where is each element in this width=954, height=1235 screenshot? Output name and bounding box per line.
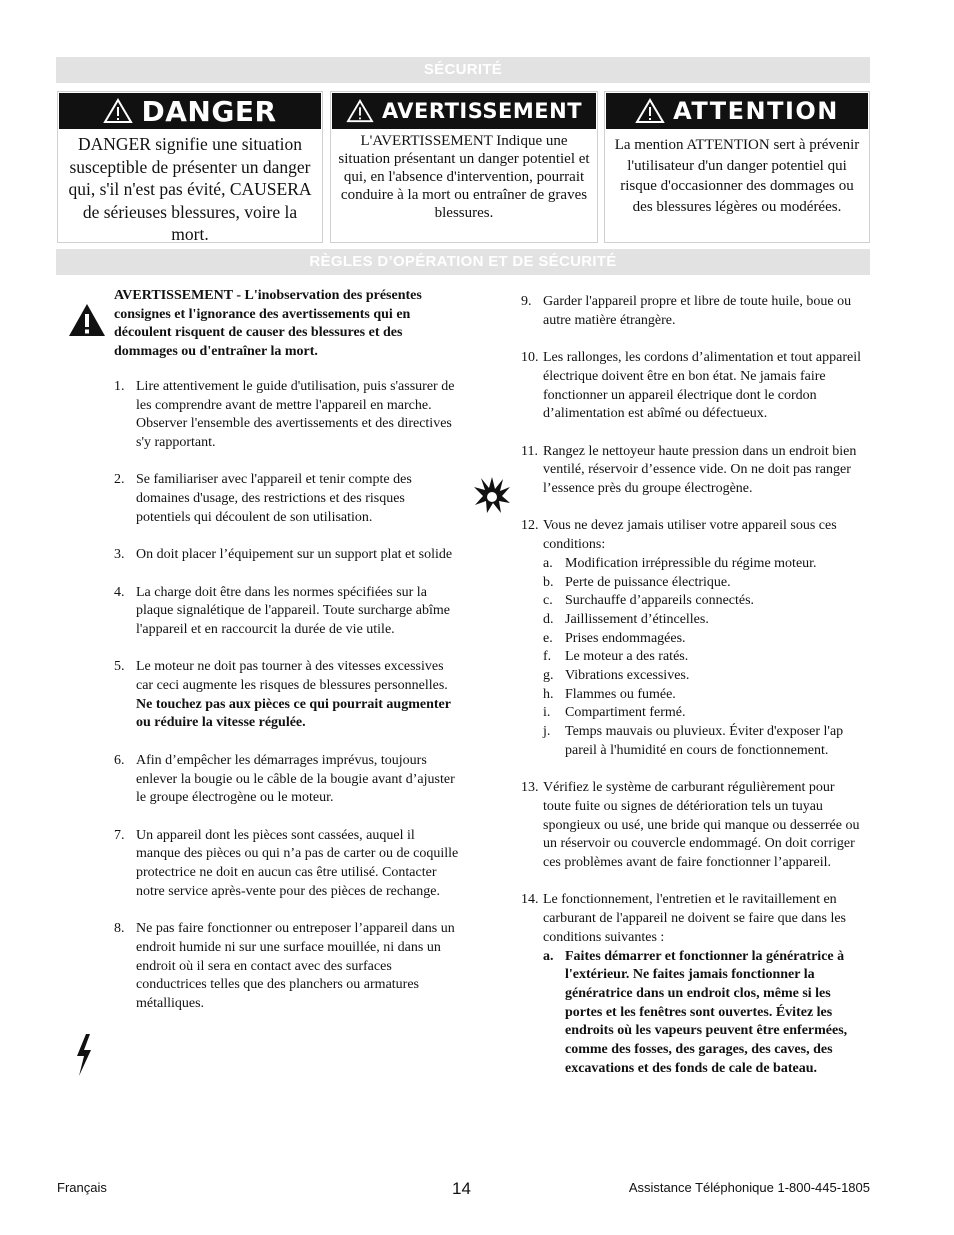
safety-warning: AVERTISSEMENT - L'inobservation des présentes consignes et l'ignorance des avertissements qui en découlent risquent de causer des blessures et des dommages ou d'entraîner la mort. [114,288,422,360]
explosion-icon [473,475,511,515]
sub-item: h. Flammes ou fumée. [543,686,676,702]
sub-item: c. Surchauffe d’appareils connectés. [543,593,755,609]
sub-item: g. Vibrations excessives. [543,668,690,684]
danger-box [57,91,323,243]
caution-header [606,93,868,129]
caution-text: La mention ATTENTION sert à prévenir l'utilisateur d'un danger potentiel qui risque d'occasionner des dommages ou des blessures légères ou modérées. [614,137,860,215]
sub-item: a. Modification irrépressible du régime moteur. [543,555,817,571]
list-item: 6. Afin d’empêcher les démarrages imprévus, toujours enlever la bougie ou le câble de la bougie avant d’ajuster le groupe électrogène ou le moteur. [114,752,455,806]
list-item: 9. Garder l'appareil propre et libre de toute huile, boue ou autre matière étrangère. [521,294,852,328]
list-item: 1. Lire attentivement le guide d'utilisation, puis s'assurer de les comprendre avant de mettre l'appareil en marche. Observer l'ensemble des avertissements et des directives s'y rapportant. [114,378,455,450]
list-item: 2. Se familiariser avec l'appareil et tenir compte des domaines d'usage, des restrictions et des risques potentiels qui découlent de son utilisation. [114,472,412,525]
rules-left-column [114,287,459,1032]
warning-triangle-icon [346,99,374,123]
warning-heading: AVERTISSEMENT [381,99,583,123]
warning-text: L'AVERTISSEMENT Indique une situation présentant un danger potentiel et qui, en l'absence d'intervention, pourrait conduire à la mort ou entraîner de graves blessures. [338,133,590,221]
sub-item: i. Compartiment fermé. [543,705,686,721]
list-item: 14. Le fonctionnement, l'entretien et le ravitaillement en carburant de l'appareil ne doivent se faire que dans les conditions suivantes : a. Faites démarrer et fonctionner la génératrice à l'extérieur. Ne faites jamais fonctionner la génératrice dans un endroit clos, même si les portes et les fenêtres sont ouvertes. Évitez les endroits où les vapeurs peuvent être enfermées, comme des fosses, des garages, des caves, des excavations et des fonds de cale de bateau. [521,891,866,1078]
rules-right-column [521,293,866,1097]
warning-triangle-icon [103,98,133,124]
footer-language: Français [57,1180,107,1195]
warning-header [332,93,596,129]
list-item: 4. La charge doit être dans les normes spécifiées sur la plaque signalétique de l'appareil. Toute surcharge abîme l'appareil et en raccourcit la durée de vie utile. [114,584,450,637]
caution-heading: ATTENTION [673,97,839,125]
warning-exclamation-icon [68,303,106,337]
section-title-rules: RÈGLES D’OPÉRATION ET DE SÉCURITÉ [56,249,870,275]
warning-box [330,91,598,243]
sub-item: a. Faites démarrer et fonctionner la génératrice à l'extérieur. Ne faites jamais fonctionner la génératrice dans un endroit clos, même si les portes et les fenêtres sont ouvertes. Évitez les endroits où les vapeurs peuvent être enfermées, comme des fosses, des garages, des caves, des excavations et des fonds de cale de bateau. [543,948,848,1076]
danger-heading: DANGER [141,94,277,128]
sub-item: e. Prises endommagées. [543,630,686,646]
electric-shock-icon [74,1034,94,1076]
footer-help-phone: Assistance Téléphonique 1-800-445-1805 [628,1180,870,1195]
section-title-safety: SÉCURITÉ [56,57,870,83]
sub-item: f. Le moteur a des ratés. [543,649,689,665]
sub-item: b. Perte de puissance électrique. [543,574,731,590]
list-item: 5. Le moteur ne doit pas tourner à des vitesses excessives car ceci augmente les risques de blessures personnelles. Ne touchez pas aux pièces ce qui pourrait augmenter ou réduire la vitesse régulée. [114,659,451,731]
sub-item: d. Jaillissement d’étincelles. [543,611,709,627]
danger-header [59,93,321,129]
list-item: 13. Vérifiez le système de carburant régulièrement pour toute fuite ou signes de détérioration tels un tuyau spongieux ou usé, une bride qui manque ou desserrée ou un réservoir ou couvercle endommagé. On doit corriger ces problèmes avant de faire fonctionner l’appareil. [521,780,860,871]
sub-item: j. Temps mauvais ou pluvieux. Éviter d'exposer l'ap pareil à l'humidité en cours de fonctionnement. [543,724,844,758]
caution-box [604,91,870,243]
warning-triangle-icon [635,98,665,124]
list-item: 10. Les rallonges, les cordons d’alimentation et tout appareil électrique doivent être en bon état. Ne jamais faire fonctionner un appareil électrique dont le cordon d’alimentation est abîmé ou défectueux. [521,350,862,422]
list-item: 11. Rangez le nettoyeur haute pression dans un endroit bien ventilé, réservoir d’essence vide. On ne doit pas ranger l’essence près du groupe électrogène. [521,443,857,496]
list-item: 12. Vous ne devez jamais utiliser votre appareil sous ces conditions: a. Modification irrépressible du régime moteur. b. Perte de puissance électrique. c. Surchauffe d’appareils connectés. d. Jaillissement d’étincelles. e. Prises endommagées. f. Le moteur a des ratés. g. Vibrations excessives. h. Flammes ou fumée. i. Compartiment fermé. j. Temps mauvais ou pluvieux. Éviter d'exposer l'ap pareil à l'humidité en cours de fonctionnement. [521,517,866,760]
page-number: 14 [452,1179,471,1198]
list-item: 8. Ne pas faire fonctionner ou entreposer l’appareil dans un endroit humide ni sur une surface mouillée, ni dans un endroit où il sera en contact avec des surfaces conductrices telles que des planchers ou armatures métalliques. [114,921,455,1011]
danger-text: DANGER signifie une situation susceptible de présenter un danger qui, s'il n'est pas évité, CAUSERA de sérieuses blessures, voire la mort. [68,134,312,244]
list-item: 7. Un appareil dont les pièces sont cassées, auquel il manque des pièces ou qui n’a pas de carter ou de coquille protectrice ne doit en aucun cas être utilisé. Contacter notre service après-vente pour des pièces de rechange. [114,827,459,899]
list-item: 3. On doit placer l’équipement sur un support plat et solide [114,547,453,563]
